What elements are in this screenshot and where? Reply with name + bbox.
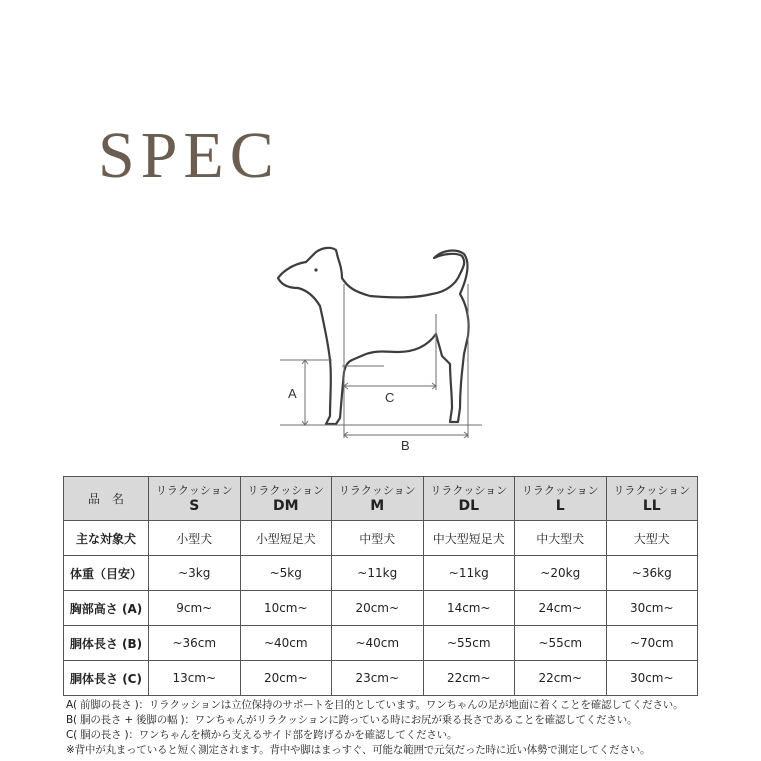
table-cell: 23cm~: [332, 661, 424, 696]
label-c: C: [385, 390, 395, 405]
row-header: 胴体長さ (B): [64, 626, 149, 661]
column-header-ll: リラクッション LL: [606, 477, 698, 521]
label-a: A: [288, 386, 297, 401]
table-cell: ~40cm: [240, 626, 332, 661]
table-cell: 14cm~: [423, 591, 515, 626]
table-cell: ~70cm: [606, 626, 698, 661]
page-title: SPEC: [98, 119, 280, 192]
table-row: [64, 521, 698, 556]
table-row: [64, 591, 698, 626]
table-cell: 30cm~: [606, 661, 698, 696]
note-b: B( 胴の長さ + 後脚の幅 )：ワンちゃんがリラクッションに跨っている時にお尻が乗る長さであることを確認してください。: [66, 714, 638, 726]
table-cell: ~36kg: [606, 556, 698, 591]
table-cell: 13cm~: [149, 661, 241, 696]
table-cell: 20cm~: [332, 591, 424, 626]
measurement-notes: [66, 698, 756, 758]
note-c: C( 胴の長さ )：ワンちゃんを横から支えるサイド部を跨げるかを確認してください。: [66, 729, 458, 741]
dog-measurement-diagram: [270, 238, 500, 460]
table-cell: 小型犬: [149, 521, 241, 556]
table-cell: ~36cm: [149, 626, 241, 661]
table-cell: 10cm~: [240, 591, 332, 626]
table-cell: 22cm~: [423, 661, 515, 696]
table-cell: 中大型短足犬: [423, 521, 515, 556]
table-row: [64, 661, 698, 696]
column-header-l: リラクッション L: [515, 477, 607, 521]
column-header-dl: リラクッション DL: [423, 477, 515, 521]
row-header: 胸部高さ (A): [64, 591, 149, 626]
table-cell: ~11kg: [423, 556, 515, 591]
column-header-dm: リラクッション DM: [240, 477, 332, 521]
table-cell: 中大型犬: [515, 521, 607, 556]
table-cell: 20cm~: [240, 661, 332, 696]
table-cell: 24cm~: [515, 591, 607, 626]
note-remark: ※背中が丸まっていると短く測定されます。背中や脚はまっすぐ、可能な範囲で元気だった時に近い体勢で測定してください。: [66, 744, 651, 756]
table-row: [64, 626, 698, 661]
table-cell: 22cm~: [515, 661, 607, 696]
table-cell: 小型短足犬: [240, 521, 332, 556]
table-cell: ~5kg: [240, 556, 332, 591]
table-cell: ~55cm: [515, 626, 607, 661]
table-cell: ~55cm: [423, 626, 515, 661]
row-header: 体重（目安）: [64, 556, 149, 591]
column-header-s: リラクッション S: [149, 477, 241, 521]
table-cell: ~40cm: [332, 626, 424, 661]
header-row: [64, 477, 698, 521]
label-b: B: [401, 438, 410, 453]
column-header-m: リラクッション M: [332, 477, 424, 521]
spec-table: [63, 476, 698, 696]
table-row: [64, 556, 698, 591]
row-header: 主な対象犬: [64, 521, 149, 556]
table-cell: 中型犬: [332, 521, 424, 556]
row-header: 胴体長さ (C): [64, 661, 149, 696]
table-cell: 30cm~: [606, 591, 698, 626]
table-cell: ~11kg: [332, 556, 424, 591]
corner-header: 品名: [64, 477, 149, 521]
table-cell: ~3kg: [149, 556, 241, 591]
note-a: A( 前脚の長さ )：リラクッションは立位保持のサポートを目的としています。ワンちゃんの足が地面に着くことを確認してください。: [66, 699, 684, 711]
dog-outline-icon: [278, 248, 469, 424]
table-cell: 大型犬: [606, 521, 698, 556]
table-cell: 9cm~: [149, 591, 241, 626]
table-cell: ~20kg: [515, 556, 607, 591]
